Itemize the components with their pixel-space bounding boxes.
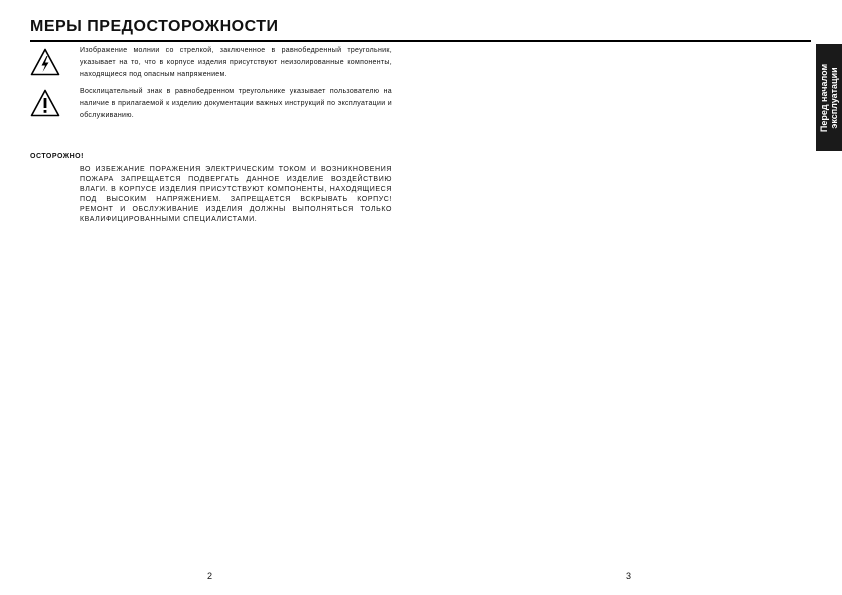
title-rule	[30, 40, 811, 42]
page-title: МЕРЫ ПРЕДОСТОРОЖНОСТИ	[30, 18, 279, 35]
caution-label: ОСТОРОЖНО!	[30, 153, 84, 160]
side-tab-label	[819, 44, 839, 151]
section-side-tab	[816, 44, 842, 151]
page-number-right: 3	[626, 571, 632, 581]
caution-text: ВО ИЗБЕЖАНИЕ ПОРАЖЕНИЯ ЭЛЕКТРИЧЕСКИМ ТОКОМ И ВОЗНИКНОВЕНИЯ ПОЖАРА ЗАПРЕЩАЕТСЯ ПОДВЕРГАТЬ ДАННОЕ ИЗДЕЛИЕ ВОЗДЕЙСТВИЮ ВЛАГИ. В КОРПУСЕ ИЗДЕЛИЯ ПРИСУТСТВУЮТ КОМПОНЕНТЫ, НАХОДЯЩИЕСЯ ПОД ВЫСОКИМ НАПРЯЖЕНИЕМ. ЗАПРЕЩАЕТСЯ ВСКРЫВАТЬ КОРПУС! РЕМОНТ И ОБСЛУЖИВАНИЕ ИЗДЕЛИЯ ДОЛЖНЫ ВЫПОЛНЯТЬСЯ ТОЛЬКО КВАЛИФИЦИРОВАННЫМИ СПЕЦИАЛИСТАМИ.	[80, 166, 392, 223]
lightning-triangle-icon	[30, 48, 60, 76]
exclamation-triangle-icon	[30, 89, 60, 117]
side-tab-line-2: эксплуатации	[829, 66, 839, 129]
lightning-symbol-description: Изображение молнии со стрелкой, заключенное в равнобедренный треугольник, указывает на то, что в корпусе изделия присутствуют неизолированные компоненты, находящиеся под опасным напряжением.	[80, 47, 392, 78]
side-tab-line-1: Перед началом	[819, 63, 829, 132]
page-number-left: 2	[207, 571, 213, 581]
exclamation-symbol-description: Восклицательный знак в равнобедренном треугольнике указывает пользователю на наличие в прилагаемой к изделию документации важных инструкций по эксплуатации и обслуживанию.	[80, 88, 392, 119]
